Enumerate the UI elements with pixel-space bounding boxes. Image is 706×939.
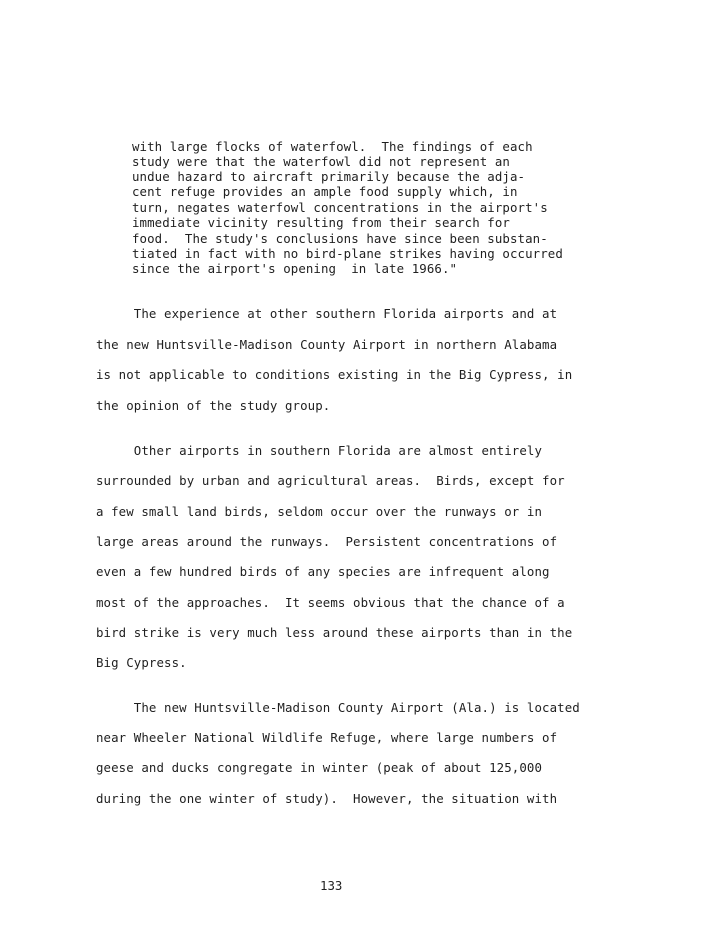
quote-line: turn, negates waterfowl concentrations in the airport's [132,200,548,215]
paragraph-line: a few small land birds, seldom occur over the runways or in [96,504,543,519]
paragraph-line: The experience at other southern Florida airports and at [96,306,558,321]
paragraph-line: most of the approaches. It seems obvious that the chance of a [96,595,565,610]
paragraph-line: bird strike is very much less around these airports than in the [96,625,573,640]
paragraph-line: near Wheeler National Wildlife Refuge, where large numbers of [96,730,558,745]
quote-line: undue hazard to aircraft primarily because the adja- [132,169,526,184]
paragraph-line: even a few hundred birds of any species are infrequent along [96,564,550,579]
paragraph-line: large areas around the runways. Persistent concentrations of [96,534,558,549]
paragraph-line: Other airports in southern Florida are almost entirely [96,443,543,458]
paragraph-line: is not applicable to conditions existing in the Big Cypress, in [96,367,573,382]
quote-line: with large flocks of waterfowl. The findings of each [132,139,533,154]
paragraph-line: The new Huntsville-Madison County Airport (Ala.) is located [96,700,580,715]
quote-line: since the airport's opening in late 1966." [132,261,458,276]
paragraph-line: surrounded by urban and agricultural areas. Birds, except for [96,473,565,488]
quote-line: tiated in fact with no bird-plane strikes having occurred [132,246,563,261]
quote-line: immediate vicinity resulting from their search for [132,215,510,230]
paragraph-line: geese and ducks congregate in winter (peak of about 125,000 [96,760,543,775]
quote-line: food. The study's conclusions have since been substan- [132,231,548,246]
quote-line: study were that the waterfowl did not represent an [132,154,510,169]
page-number: 133 [320,878,343,893]
paragraph-line: the opinion of the study group. [96,398,331,413]
paragraph-line: Big Cypress. [96,655,187,670]
quote-line: cent refuge provides an ample food supply which, in [132,184,518,199]
paragraph-line: during the one winter of study). However, the situation with [96,791,558,806]
paragraph-line: the new Huntsville-Madison County Airport in northern Alabama [96,337,558,352]
